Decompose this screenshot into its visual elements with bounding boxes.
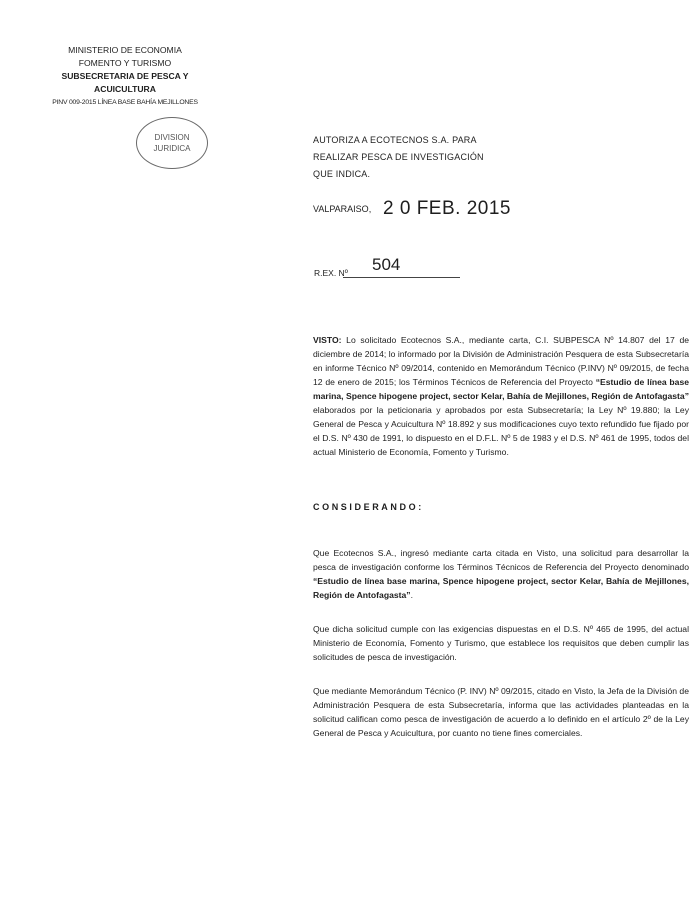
considerando-paragraph-1 <box>143 546 689 602</box>
visto-project-name: “Estudio de línea base marina, Spence hipogene project, sector Kelar, Bahía de Mejillones, Región de Antofagasta” <box>313 377 689 401</box>
ministry-header <box>30 44 220 109</box>
stamp-line-2: JURIDICA <box>153 144 191 153</box>
rex-label: R.EX. Nº <box>314 268 348 278</box>
ministry-subname: FOMENTO Y TURISMO <box>78 58 172 68</box>
visto-paragraph <box>143 333 689 459</box>
subsecretaria-name: SUBSECRETARIA DE PESCA Y ACUICULTURA <box>61 71 189 94</box>
resolution-subject: AUTORIZA A ECOTECNOS S.A. PARA REALIZAR PESCA DE INVESTIGACIÓN QUE INDICA. <box>313 135 484 179</box>
document-reference: PINV 009-2015 LÍNEA BASE BAHÍA MEJILLONES <box>52 99 198 106</box>
considerando-1-text: Que Ecotecnos S.A., ingresó mediante carta citada en Visto, una solicitud para desarrollar la pesca de investigación conforme los Términos Técnicos de Referencia del Proyecto denominado <box>313 548 689 572</box>
considerando-1-end: . <box>410 590 413 600</box>
considerando-1-project-name: “Estudio de línea base marina, Spence hipogene project, sector Kelar, Bahía de Mejillones, Región de Antofagasta” <box>313 576 689 600</box>
rex-number: 504 <box>372 255 401 274</box>
considerando-heading: CONSIDERANDO: <box>313 502 424 512</box>
visto-text-1: Lo solicitado Ecotecnos S.A., mediante carta, C.I. SUBPESCA Nº 14.807 del 17 de diciembre de 2014; lo informado por la División de Administración Pesquera de esta Subsecretaría en informe Técnico Nº 09/2014, contenido en Memorándum Técnico (P.INV) Nº 09/2015, de fecha 12 de enero de 2015; los Términos Técnicos de Referencia del Proyecto <box>313 335 689 387</box>
rex-underline <box>343 277 460 278</box>
place-label: VALPARAISO, <box>313 204 372 214</box>
resolution-date: 2 0 FEB. 2015 <box>383 198 511 219</box>
considerando-paragraph-2: Que dicha solicitud cumple con las exigencias dispuestas en el D.S. Nº 465 de 1995, del actual Ministerio de Economía, Fomento y Turismo, que establece los requisitos que deben cumplir las solicitudes de pesca de investigación. <box>313 624 689 662</box>
stamp-line-1: DIVISION <box>154 133 190 142</box>
ministry-name: MINISTERIO DE ECONOMIA <box>68 45 182 55</box>
visto-label: VISTO: <box>313 335 342 345</box>
considerando-paragraph-3: Que mediante Memorándum Técnico (P. INV) Nº 09/2015, citado en Visto, la Jefa de la División de Administración Pesquera de esta Subsecretaría, informa que las actividades planteadas en la solicitud califican como pesca de investigación de acuerdo a lo definido en el artículo 2º de la Ley General de Pesca y Acuicultura, por cuanto no tiene fines comerciales. <box>313 686 689 738</box>
division-juridica-stamp <box>136 117 208 169</box>
visto-text-2: elaborados por la peticionaria y aprobados por esta Subsecretaría; la Ley Nº 19.880; la Ley General de Pesca y Acuicultura Nº 18.892 y sus modificaciones cuyo texto refundido fue fijado por el D.S. Nº 430 de 1991, lo dispuesto en el D.F.L. Nº 5 de 1983 y el D.S. Nº 461 de 1995, todos del actual Ministerio de Economía, Fomento y Turismo. <box>313 405 689 457</box>
